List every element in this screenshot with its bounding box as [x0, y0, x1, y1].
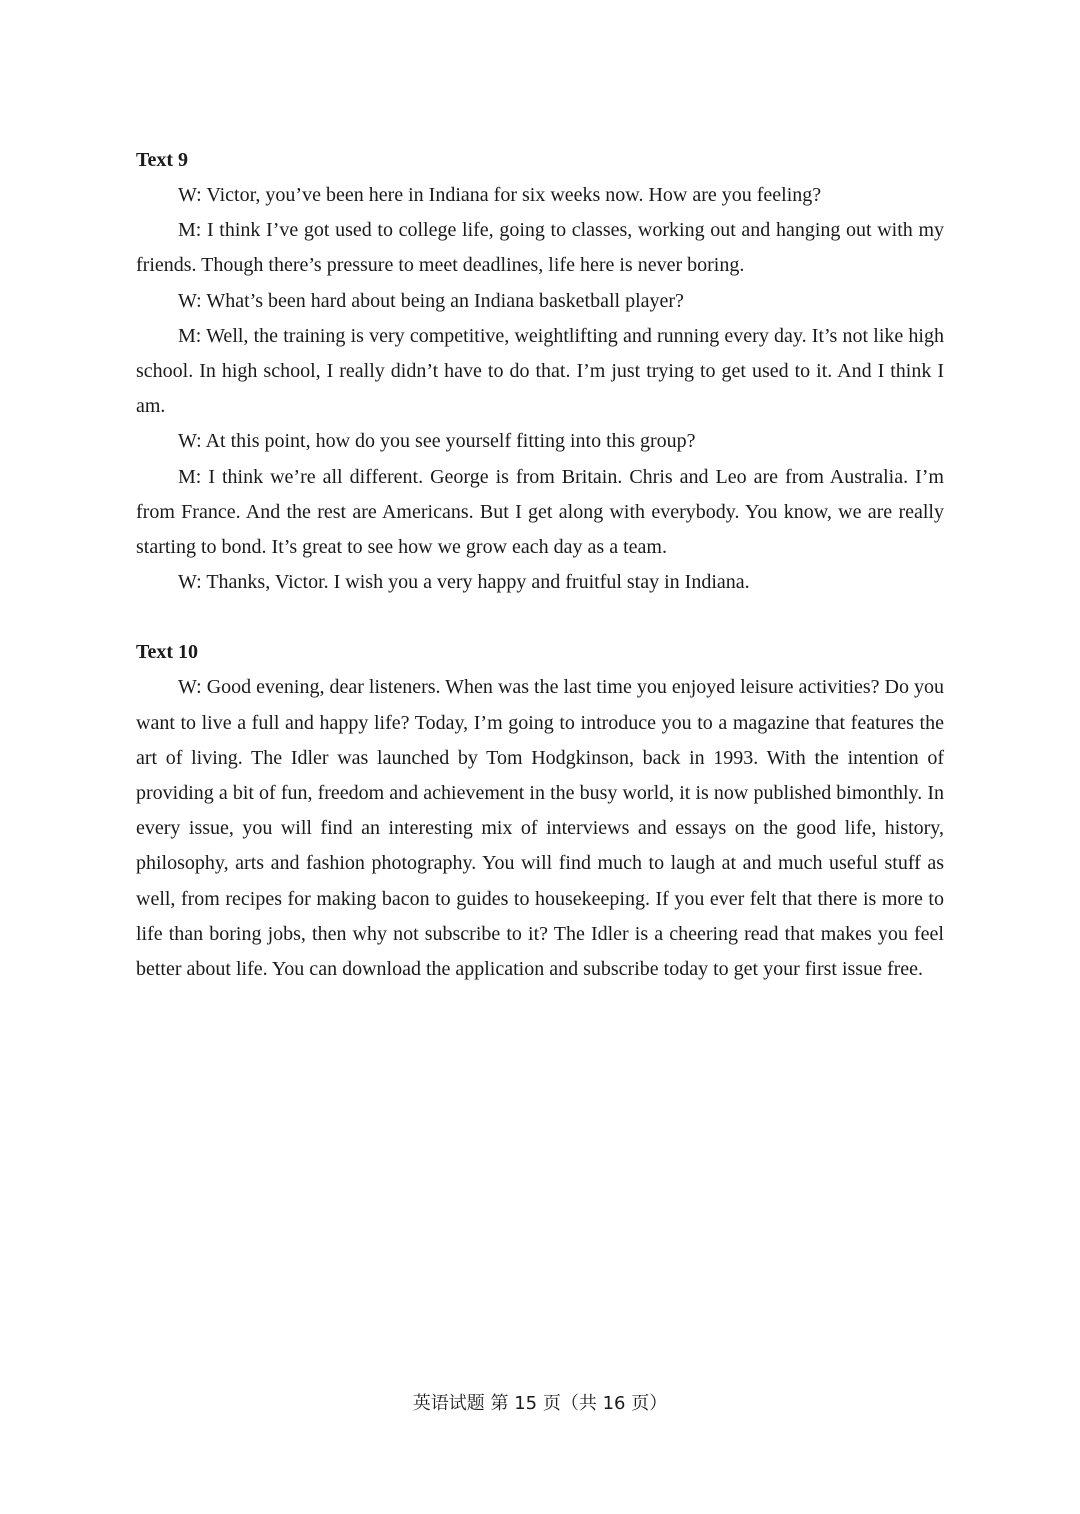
dialogue-line: W: At this point, how do you see yourself fitting into this group?	[178, 430, 696, 453]
monologue-paragraph: W: Good evening, dear listeners. When was the last time you enjoyed leisure activities? Do you want to live a full and happy life? Today, I’m going to introduce you to a magazine that features the art of living. The Idler was launched by Tom Hodgkinson, back in 1993. With the intention of providing a bit of fun, freedom and achievement in the busy world, it is now published bimonthly. In every issue, you will find an interesting mix of interviews and essays on the good life, history, philosophy, arts and fashion photography. You will find much to laugh at and much useful stuff as well, from recipes for making bacon to guides to housekeeping. If you ever felt that there is more to life than boring jobs, then why not subscribe to it? The Idler is a cheering read that makes you feel better about life. You can download the application and subscribe today to get your first issue free.	[136, 676, 944, 981]
section-text-10	[136, 635, 944, 987]
section-title: Text 10	[136, 641, 199, 664]
section-text-9	[136, 143, 944, 600]
dialogue-line: W: Victor, you’ve been here in Indiana for six weeks now. How are you feeling?	[178, 184, 822, 206]
dialogue-line: M: I think we’re all different. George is from Britain. Chris and Leo are from Australia. I’m from France. And the rest are Americans. But I get along with everybody. You know, we are really starting to bond. It’s great to see how we grow each day as a team.	[136, 465, 944, 559]
dialogue-line: W: Thanks, Victor. I wish you a very happy and fruitful stay in Indiana.	[178, 571, 750, 594]
dialogue-line: M: I think I’ve got used to college life, going to classes, working out and hanging out with my friends. Though there’s pressure to meet deadlines, life here is never boring.	[136, 219, 944, 277]
dialogue-line: M: Well, the training is very competitive, weightlifting and running every day. It’s not like high school. In high school, I really didn’t have to do that. I’m just trying to get used to it. And I think I am.	[136, 324, 944, 418]
page-footer: 英语试题 第 15 页（共 16 页）	[412, 1393, 668, 1414]
dialogue-line: W: What’s been hard about being an Indiana basketball player?	[178, 289, 684, 312]
page-content	[136, 143, 944, 987]
section-title: Text 9	[136, 149, 189, 171]
section-spacer	[136, 600, 944, 635]
